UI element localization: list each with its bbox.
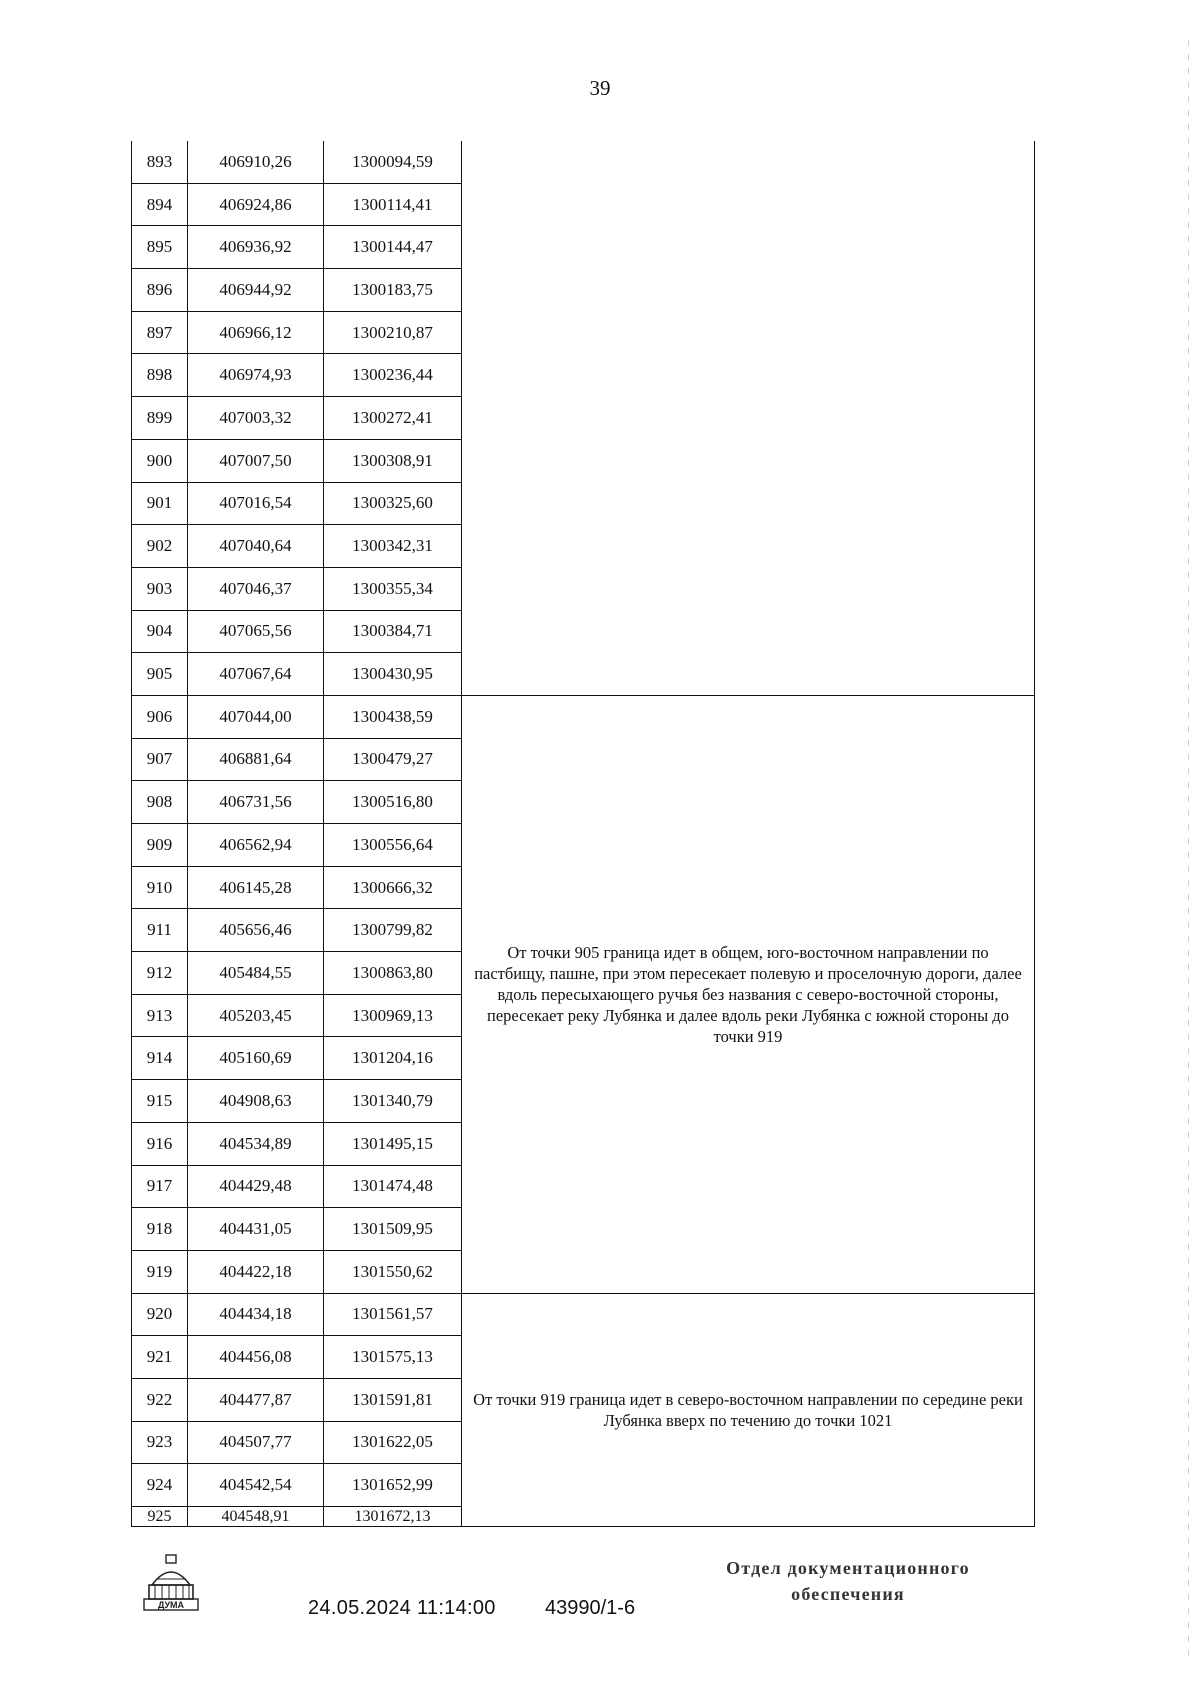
x-coordinate-cell: 406974,93 xyxy=(188,354,324,397)
y-coordinate-cell: 1301652,99 xyxy=(324,1464,462,1507)
y-coordinate-cell: 1301575,13 xyxy=(324,1336,462,1379)
y-coordinate-cell: 1301622,05 xyxy=(324,1421,462,1464)
boundary-description-cell: От точки 905 граница идет в общем, юго-восточном направлении по пастбищу, пашне, при этом пересекает полевую и проселочную дороги, далее вдоль пересыхающего ручья без названия с северо-восточной стороны, пересекает реку Лубянка и далее вдоль реки Лубянка с южной стороны до точки 919 xyxy=(462,695,1035,1293)
point-number-cell: 903 xyxy=(132,567,188,610)
y-coordinate-cell: 1300969,13 xyxy=(324,994,462,1037)
x-coordinate-cell: 406944,92 xyxy=(188,269,324,312)
y-coordinate-cell: 1300430,95 xyxy=(324,653,462,696)
y-coordinate-cell: 1300799,82 xyxy=(324,909,462,952)
x-coordinate-cell: 404548,91 xyxy=(188,1507,324,1527)
point-number-cell: 910 xyxy=(132,866,188,909)
table-row xyxy=(132,695,1035,738)
point-number-cell: 905 xyxy=(132,653,188,696)
y-coordinate-cell: 1300094,59 xyxy=(324,141,462,183)
point-number-cell: 913 xyxy=(132,994,188,1037)
point-number-cell: 923 xyxy=(132,1421,188,1464)
x-coordinate-cell: 407046,37 xyxy=(188,567,324,610)
point-number-cell: 898 xyxy=(132,354,188,397)
y-coordinate-cell: 1301509,95 xyxy=(324,1208,462,1251)
y-coordinate-cell: 1301550,62 xyxy=(324,1250,462,1293)
footer-doc-number: 43990/1-6 xyxy=(545,1597,636,1619)
point-number-cell: 897 xyxy=(132,311,188,354)
x-coordinate-cell: 407016,54 xyxy=(188,482,324,525)
point-number-cell: 921 xyxy=(132,1336,188,1379)
y-coordinate-cell: 1300666,32 xyxy=(324,866,462,909)
x-coordinate-cell: 406910,26 xyxy=(188,141,324,183)
point-number-cell: 895 xyxy=(132,226,188,269)
point-number-cell: 924 xyxy=(132,1464,188,1507)
x-coordinate-cell: 404908,63 xyxy=(188,1080,324,1123)
x-coordinate-cell: 407065,56 xyxy=(188,610,324,653)
x-coordinate-cell: 406924,86 xyxy=(188,183,324,226)
x-coordinate-cell: 406966,12 xyxy=(188,311,324,354)
x-coordinate-cell: 406731,56 xyxy=(188,781,324,824)
x-coordinate-cell: 407067,64 xyxy=(188,653,324,696)
x-coordinate-cell: 404534,89 xyxy=(188,1122,324,1165)
x-coordinate-cell: 406881,64 xyxy=(188,738,324,781)
point-number-cell: 908 xyxy=(132,781,188,824)
point-number-cell: 919 xyxy=(132,1250,188,1293)
point-number-cell: 896 xyxy=(132,269,188,312)
y-coordinate-cell: 1300479,27 xyxy=(324,738,462,781)
y-coordinate-cell: 1300114,41 xyxy=(324,183,462,226)
x-coordinate-cell: 407007,50 xyxy=(188,439,324,482)
x-coordinate-cell: 404431,05 xyxy=(188,1208,324,1251)
y-coordinate-cell: 1301561,57 xyxy=(324,1293,462,1336)
stamp-line-2: обеспечения xyxy=(791,1584,905,1604)
y-coordinate-cell: 1300516,80 xyxy=(324,781,462,824)
department-stamp xyxy=(688,1555,1008,1607)
x-coordinate-cell: 405484,55 xyxy=(188,952,324,995)
x-coordinate-cell: 405160,69 xyxy=(188,1037,324,1080)
coordinates-table xyxy=(131,141,1035,1527)
y-coordinate-cell: 1301495,15 xyxy=(324,1122,462,1165)
x-coordinate-cell: 406145,28 xyxy=(188,866,324,909)
point-number-cell: 893 xyxy=(132,141,188,183)
y-coordinate-cell: 1300384,71 xyxy=(324,610,462,653)
stamp-line-1: Отдел документационного xyxy=(726,1558,970,1578)
x-coordinate-cell: 404429,48 xyxy=(188,1165,324,1208)
point-number-cell: 912 xyxy=(132,952,188,995)
y-coordinate-cell: 1300556,64 xyxy=(324,824,462,867)
y-coordinate-cell: 1301672,13 xyxy=(324,1507,462,1527)
y-coordinate-cell: 1300183,75 xyxy=(324,269,462,312)
x-coordinate-cell: 406936,92 xyxy=(188,226,324,269)
y-coordinate-cell: 1300236,44 xyxy=(324,354,462,397)
x-coordinate-cell: 405203,45 xyxy=(188,994,324,1037)
x-coordinate-cell: 407044,00 xyxy=(188,695,324,738)
boundary-description-cell xyxy=(462,141,1035,695)
x-coordinate-cell: 404422,18 xyxy=(188,1250,324,1293)
x-coordinate-cell: 404507,77 xyxy=(188,1421,324,1464)
y-coordinate-cell: 1300210,87 xyxy=(324,311,462,354)
point-number-cell: 894 xyxy=(132,183,188,226)
x-coordinate-cell: 407003,32 xyxy=(188,397,324,440)
point-number-cell: 906 xyxy=(132,695,188,738)
x-coordinate-cell: 407040,64 xyxy=(188,525,324,568)
y-coordinate-cell: 1300325,60 xyxy=(324,482,462,525)
point-number-cell: 925 xyxy=(132,1507,188,1527)
y-coordinate-cell: 1300308,91 xyxy=(324,439,462,482)
y-coordinate-cell: 1301591,81 xyxy=(324,1378,462,1421)
y-coordinate-cell: 1300272,41 xyxy=(324,397,462,440)
point-number-cell: 914 xyxy=(132,1037,188,1080)
point-number-cell: 918 xyxy=(132,1208,188,1251)
point-number-cell: 907 xyxy=(132,738,188,781)
point-number-cell: 899 xyxy=(132,397,188,440)
table-row xyxy=(132,141,1035,183)
x-coordinate-cell: 406562,94 xyxy=(188,824,324,867)
y-coordinate-cell: 1300438,59 xyxy=(324,695,462,738)
x-coordinate-cell: 404477,87 xyxy=(188,1378,324,1421)
point-number-cell: 920 xyxy=(132,1293,188,1336)
x-coordinate-cell: 404434,18 xyxy=(188,1293,324,1336)
x-coordinate-cell: 405656,46 xyxy=(188,909,324,952)
y-coordinate-cell: 1301340,79 xyxy=(324,1080,462,1123)
point-number-cell: 922 xyxy=(132,1378,188,1421)
x-coordinate-cell: 404542,54 xyxy=(188,1464,324,1507)
y-coordinate-cell: 1301204,16 xyxy=(324,1037,462,1080)
point-number-cell: 902 xyxy=(132,525,188,568)
scan-edge-line xyxy=(1188,40,1189,1660)
y-coordinate-cell: 1300355,34 xyxy=(324,567,462,610)
point-number-cell: 901 xyxy=(132,482,188,525)
y-coordinate-cell: 1300863,80 xyxy=(324,952,462,995)
point-number-cell: 915 xyxy=(132,1080,188,1123)
duma-logo-icon xyxy=(140,1553,202,1615)
point-number-cell: 911 xyxy=(132,909,188,952)
point-number-cell: 916 xyxy=(132,1122,188,1165)
point-number-cell: 904 xyxy=(132,610,188,653)
table-row xyxy=(132,1293,1035,1336)
point-number-cell: 917 xyxy=(132,1165,188,1208)
boundary-description-cell: От точки 919 граница идет в северо-восточном направлении по середине реки Лубянка вверх по течению до точки 1021 xyxy=(462,1293,1035,1526)
footer-datetime: 24.05.2024 11:14:00 xyxy=(308,1597,496,1619)
y-coordinate-cell: 1300144,47 xyxy=(324,226,462,269)
y-coordinate-cell: 1301474,48 xyxy=(324,1165,462,1208)
logo-text: ДУМА xyxy=(157,1600,185,1610)
page-number: 39 xyxy=(589,76,611,100)
y-coordinate-cell: 1300342,31 xyxy=(324,525,462,568)
point-number-cell: 900 xyxy=(132,439,188,482)
x-coordinate-cell: 404456,08 xyxy=(188,1336,324,1379)
point-number-cell: 909 xyxy=(132,824,188,867)
